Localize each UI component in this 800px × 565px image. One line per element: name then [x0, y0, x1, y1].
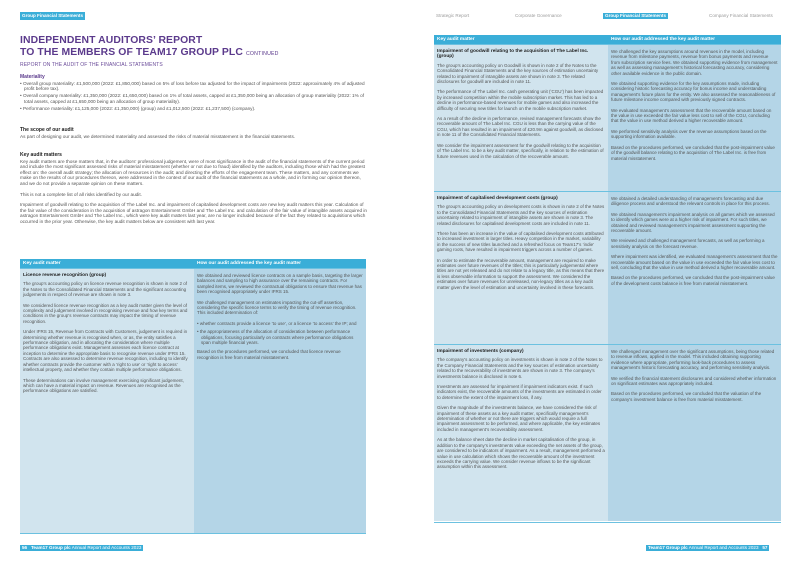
kam-paragraph: In order to estimate the recoverable amount, management are required to make estimates over future revenues of the titles; this is particularly judgemental where titles are not yet released and do not relate to a legacy title, as this means that there is less observable information to support the assessment. We considered the estimates over future revenues for unreleased, non-legacy titles as a key audit matter given the level of estimation and uncertainty involved in these forecasts.	[437, 257, 605, 290]
footer-right	[646, 545, 769, 551]
scope-section	[20, 128, 368, 139]
section-nav	[400, 13, 800, 21]
col-header-addressed: How our audit addressed the key audit matter	[611, 37, 715, 42]
footer-text: Annual Report and Accounts 2023	[688, 545, 759, 550]
response-paragraph: We verified the financial statement disclosures and considered whether information on significant estimates was appropriately included.	[611, 375, 777, 387]
response-paragraph: We performed sensitivity analysis over the revenue assumptions based on the supporting information available.	[611, 128, 767, 140]
scope-text: As part of designing our audit, we determined materiality and assessed the risks of material misstatement in the financial statements.	[20, 133, 296, 139]
kam-paragraph: The group’s accounting policy on development costs is shown in note 2 of the Notes to the Consolidated Financial Statements and the key sources of estimation uncertainty related to impairment of intangible assets are shown in note 3. The related disclosures for capitalised development costs are included in note 11.	[437, 204, 605, 226]
nav-tab-group-financial-statements[interactable]: Group Financial Statements	[605, 13, 667, 18]
materiality-section	[20, 75, 368, 113]
response-paragraph: We obtained supporting evidence for the key assumptions made, including considering historic forecasting accuracy for bonus income and understanding management’s future plans for the entity. We also assessed the reasonableness of future milestone income compared with previously signed contracts.	[611, 81, 776, 103]
table-row	[434, 44, 781, 191]
kam-response-cell	[608, 192, 781, 344]
kam-matter-cell	[434, 192, 608, 344]
response-paragraph: We challenged management on estimates impacting the cut-off assertion, considering the specific licence terms to verify the timing of revenue recognition. This included determination of:	[197, 299, 357, 316]
table-row	[434, 344, 781, 521]
kam-paragraph: As at the balance sheet date the decline in market capitalisation of the group, in addition to the company’s investments value exceeding the net assets of the group, are considered to be indicators of impairment. As a result, management performed a value in use calculation which shows the recoverable amount of the investment exceeds the carrying value. We consider revenue inflows to be the significant assumption within this assessment.	[437, 437, 605, 470]
col-header-matter: Key audit matter	[437, 37, 475, 42]
kam-title: Impairment of investments (company)	[437, 349, 524, 354]
kam-paragraph: Given the magnitude of the investments balance, we have considered the risk of impairment of these assets as a key audit matter, specifically management’s determination of whether or not there are triggers which would require a full impairment assessment to be performed, and where applicable, the key estimates included in management’s recoverability assessment.	[437, 405, 601, 432]
response-paragraph: We obtained a detailed understanding of management’s forecasting and due diligence process and understood the relevant controls in place for this process.	[611, 196, 770, 207]
response-paragraph: We evaluated management’s assessment that the recoverable amount based on the value in use exceeded the fair value less cost to sell of the CGU, concluding that the value in use method derived a higher recoverable amount.	[611, 107, 772, 124]
response-paragraph: Based on the procedures performed, we concluded that licence revenue recognition is free from material misstatement.	[197, 349, 341, 360]
kam-paragraph: We considered licence revenue recognition as a key audit matter given the level of complexity and judgement involved in recognising revenue and how key terms and conditions in the group’s revenue contracts may impact the timing of revenue recognition.	[23, 302, 188, 324]
continued-label: CONTINUED	[245, 50, 279, 57]
response-paragraph: Based on the procedures performed, we concluded that the post-impairment value of the development costs balance is free from material misstatement.	[611, 275, 775, 286]
kam-changes: Impairment of goodwill relating to the acquisition of The Label Inc. and impairment of capitalised development costs are new key audit matters this year. Calculation of the fair value of the consideration in the acquisition of astragon Entertainment GmbH and The Label Inc. and calculation of the fair value of intangible assets acquired in astragon Entertainment GmbH and The Label Inc., which were key audit matters last year, are no longer included because of the fact they related to acquisitions which occurred in the prior year. Otherwise, the key audit matters below are consistent with last year.	[20, 202, 368, 224]
kam-paragraph: The group’s accounting policy on licence revenue recognition is shown in note 2 of the Notes to the Consolidated Financial Statements and the significant accounting judgements in respect of revenue are shown in note 3.	[23, 281, 188, 298]
kam-title: Licence revenue recognition (group)	[23, 273, 107, 278]
kam-title: Impairment of goodwill relating to the acquisition of The Label Inc. (group)	[437, 49, 589, 60]
kam-response-cell	[608, 345, 781, 521]
scope-heading: The scope of our audit	[20, 127, 74, 133]
nav-tab-strategic-report[interactable]: Strategic Report	[436, 13, 470, 18]
kam-table-header	[20, 259, 366, 268]
kam-response-cell	[194, 269, 366, 533]
report-title-line1: INDEPENDENT AUDITORS’ REPORT	[20, 35, 203, 46]
kam-paragraph: The group’s accounting policy on Goodwill is shown in note 2 of the Notes to the Consolidated Financial Statements and the key sources of estimation uncertainty related to impairment of intangible assets are shown in note 3. The related disclosures for goodwill are included in note 11.	[437, 62, 599, 85]
response-paragraph: Based on the procedures performed, we concluded that the valuation of the company’s investment balance is free from material misstatement.	[611, 391, 762, 402]
kam-intro-section	[20, 153, 368, 230]
materiality-bullet: • Performance materiality: £1,125,000 (2022: £1,350,000) (group) and £1,012,500 (2022: £1,237,500) (company).	[20, 105, 256, 111]
report-title-block	[20, 35, 390, 68]
response-bullet: • the appropriateness of the allocation of consideration between performance obligations, focusing particularly on contracts where performance obligations span multiple financial years.	[197, 329, 354, 346]
page-number: 57	[762, 545, 768, 550]
response-paragraph: We obtained and reviewed licence contracts on a sample basis, targeting the larger balances and sampling to high assurance over the remaining contracts. For sampled items, we reviewed the contractual obligations to ensure that revenue has been recognised appropriately under IFRS 15.	[197, 273, 363, 295]
response-paragraph: We reviewed and challenged management forecasts, as well as performing a sensitivity analysis on the forecast revenue.	[611, 238, 765, 249]
kam-paragraph: We consider the impairment assessment for the goodwill relating to the acquisition of The Label Inc. to be a key audit matter, specifically, in relation to the estimation of future revenues used in the calculation of the recoverable amount.	[437, 142, 604, 159]
kam-paragraph: The company’s accounting policy on investments is shown in note 2 of the Notes to the Company Financial Statements and the key sources of estimation uncertainty related to the recoverability of investments are shown in note 3. The company’s investments balance is disclosed in note 6.	[437, 357, 603, 379]
kam-matter-cell	[434, 45, 608, 191]
kam-paragraph: Investments are assessed for impairment if impairment indicators exist. If such indicators exist, the recoverable amounts of the investments are estimated in order to determine the extent of the impairment loss, if any.	[437, 384, 602, 400]
nav-tab-corporate-governance[interactable]: Corporate Governance	[515, 13, 562, 18]
page-number: 56	[22, 545, 28, 550]
table-row	[20, 268, 366, 533]
kam-matter-cell	[20, 269, 194, 533]
kam-table-header	[434, 35, 781, 44]
kam-response-cell	[608, 45, 781, 191]
footer-brand: Team17 Group plc	[648, 545, 688, 550]
response-paragraph: Based on the procedures performed, we concluded that the post-impairment value of the goodwill balance relating to the acquisition of The Label Inc. is free from material misstatement.	[611, 144, 775, 161]
response-paragraph: We challenged the key assumptions around revenues in the model, including revenue from milestone payments, revenue from bonus payments and revenue from subscription service fees. We obtained supporting evidence from management as well as assessing management’s historical forecasting accuracy, considering other available evidence in the public domain.	[611, 49, 778, 76]
kam-paragraph: There has been an increase in the value of capitalised development costs attributed to increased investment in larger titles. Heavy competition in the market, variability in the success of new titles launched and a refreshed focus on Team17’s ‘indie’ gaming roots, have resulted in impairment triggers across a number of games.	[437, 231, 604, 253]
report-subtitle: REPORT ON THE AUDIT OF THE FINANCIAL STATEMENTS	[20, 62, 163, 68]
table-row	[434, 191, 781, 344]
col-header-matter: Key audit matter	[23, 261, 61, 266]
response-paragraph: We obtained management’s impairment analysis on all games which we assessed to identify which games were at a higher risk of impairment. For such titles, we obtained and reviewed management’s impairment assessment supporting the recoverable amount.	[611, 211, 775, 234]
kam-matter-cell	[434, 345, 608, 521]
footer-brand: Team17 Group plc	[30, 545, 71, 550]
nav-tab-company-financial-statements[interactable]: Company Financial Statements	[709, 13, 773, 18]
kam-not-complete: This is not a complete list of all risks identified by our audit.	[20, 191, 142, 197]
footer-left	[20, 545, 143, 551]
kam-paragraph: As a result of the decline in performance, revised management forecasts show the recoverable amount of The Label Inc. CGU is less than the carrying value of the CGU, which has resulted in an impairment of £20.9m against goodwill, as disclosed in note 11 of the Consolidated Financial Statements.	[437, 116, 604, 138]
kam-table-left	[20, 259, 366, 534]
section-tag[interactable]: Group Financial Statements	[22, 13, 84, 18]
report-title-line2-text: TO THE MEMBERS OF TEAM17 GROUP PLC	[20, 46, 243, 58]
footer-text: Annual Report and Accounts 2023	[71, 545, 142, 550]
kam-heading: Key audit matters	[20, 152, 62, 158]
kam-paragraph: These determinations can involve management exercising significant judgement, which can have a material impact on revenue. Revenues are recognised as the performance obligations are satisfied.	[23, 377, 184, 394]
response-paragraph: We challenged management over the significant assumptions, being those related to revenue inflows, applied in the model. This included obtaining supporting evidence where appropriate, performing look-back procedures to assess management’s historic forecasting accuracy, and performing sensitivity analysis.	[611, 349, 775, 371]
right-page	[400, 0, 800, 565]
response-paragraph: Where impairment was identified, we evaluated management’s assessment that the recoverable amount based on the value in use exceeded the fair value less cost to sell, concluding that the value in use method derived a higher recoverable amount.	[611, 254, 778, 271]
materiality-bullet: • Overall group materiality: £1,500,000 (2022: £1,850,000) based on 5% of loss before tax adjusted for the impact of impairments (2022: approximately 4% of adjusted profit before tax).	[20, 80, 365, 92]
report-title-line2	[20, 47, 390, 61]
materiality-heading: Materiality	[20, 74, 45, 80]
kam-paragraph: The performance of The Label Inc. cash generating unit (‘CGU’) has been impacted by increased competition within the mobile subscription market. This has led to a decline in performance-based revenues for mobile games and also increased the difficulty of securing new titles for launch on the mobile subscription market.	[437, 89, 604, 111]
kam-title: Impairment of capitalised development costs (group)	[437, 196, 558, 201]
col-header-addressed: How our audit addressed the key audit matter	[197, 261, 301, 266]
kam-table-right	[434, 35, 781, 523]
kam-intro-text: Key audit matters are those matters that, in the auditors’ professional judgement, were of most significance in the audit of the financial statements of the current period and include the most significant assessed risks of material misstatement (whether or not due to fraud) identified by the auditors, including those which had the greatest effect on: the overall audit strategy; the allocation of resources in the audit; and directing the efforts of the engagement team. These matters, and any comments we make on the results of our procedures thereon, were addressed in the context of our audit of the financial statements as a whole, and in forming our opinion thereon, and we do not provide a separate opinion on these matters.	[20, 158, 365, 186]
response-bullet: • whether contracts provide a licence ‘to use’, or a licence ‘to access’ the IP; and	[197, 320, 357, 326]
kam-paragraph: Under IFRS 15, Revenue from Contracts with Customers, judgement is required in determining whether revenue is recognised when, or as, the entity satisfies a performance obligation, and in allocating the consideration where multiple performance obligations exist. Management assesses each licence contract at inception to determine the appropriate basis to recognise revenue under IFRS 15. Contracts are also assessed to determine revenue recognition, including to identify whether contracts provide the customer with a ‘right to use’ or ‘right to access’ intellectual property, and whether they contain multiple performance obligations.	[23, 329, 188, 373]
materiality-bullet: • Overall company materiality: £1,350,000 (2022: £1,650,000) based on 1% of total assets, capped at £1,350,000 being an allocation of group materiality (2022: 1% of total assets, capped at £1,650,000 being an allocation of group materiality).	[20, 93, 365, 104]
